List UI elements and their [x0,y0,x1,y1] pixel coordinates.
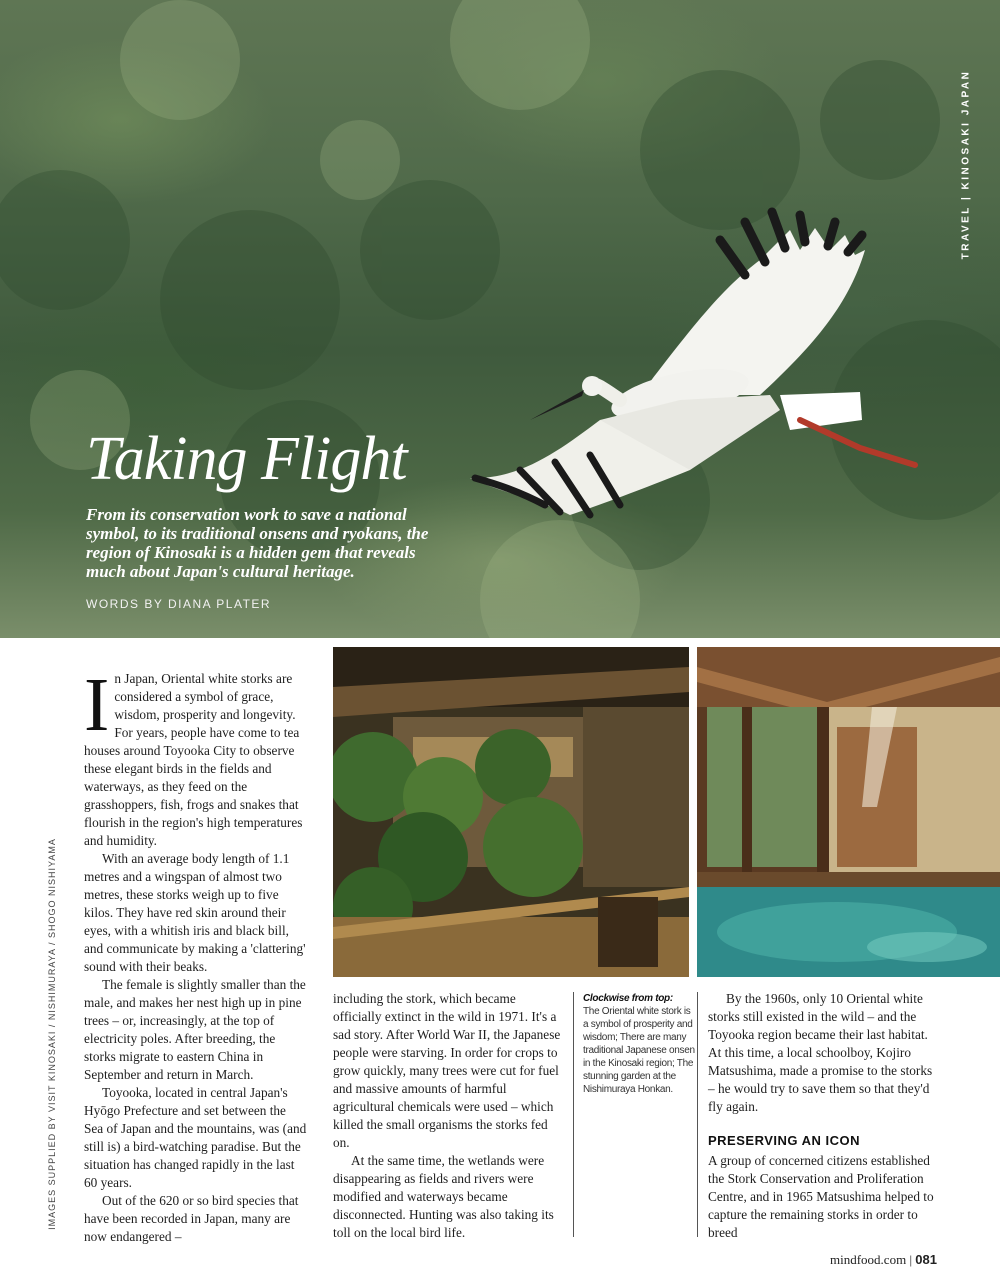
caption-text: The Oriental white stork is a symbol of prosperity and wisdom; There are many traditional Japanese onsen in the Kinosaki region; The stunning garden at the Nishimuraya Honkan. [583,1006,695,1095]
section-subheading: PRESERVING AN ICON [708,1133,861,1148]
caption-rule-right [697,992,698,1237]
body-paragraph: At the same time, the wetlands were disappearing as fields and rivers were modified and waterways became disconnected. Hunting was also taking its toll on the local bird life. [333,1153,554,1240]
body-paragraph: By the 1960s, only 10 Oriental white storks still existed in the wild – and the Toyooka region became their last habitat. At this time, a local schoolboy, Kojiro Matsushima, made a promise to the storks – he would try to save them so that they'd fly again. [708,991,933,1114]
caption-heading: Clockwise from top: [583,993,673,1004]
page-folio: mindfood.com | 081 [830,1252,937,1267]
body-paragraph: The female is slightly smaller than the male, and makes her nest high up in pine trees – or, increasingly, at the top of electricity poles. After breeding, the storks migrate to eastern China in September and return in March. [84,977,306,1082]
body-paragraph: including the stork, which became officially extinct in the wild in 1971. It's a sad story. After World War II, the Japanese people were starving. In order for crops to grow quickly, many trees were cut for fuel and massive amounts of harmful agricultural chemicals were used – which killed the small organisms the storks fed on. [333,991,561,1150]
body-paragraph: A group of concerned citizens established the Stork Conservation and Proliferation Centre, and in 1965 Matsushima helped to capture the remaining storks in order to breed [708,1153,934,1240]
article-title: Taking Flight [86,425,407,493]
photo-caption [583,992,695,1096]
onsen-illustration [697,647,1000,977]
garden-photo [333,647,689,977]
caption-rule-left [573,992,574,1237]
section-label: TRAVEL | KINOSAKI JAPAN [960,69,972,260]
body-column-2 [333,990,561,1242]
page-number: 081 [915,1252,937,1267]
body-paragraph: With an average body length of 1.1 metres and a wingspan of almost two metres, these storks weigh up to five kilos. They have red skin around their eyes, with a whitish iris and black bill, and communicate by making a 'clattering' sound with their beaks. [84,851,306,974]
hero-photo [0,0,1000,638]
byline: WORDS BY DIANA PLATER [86,597,272,611]
body-paragraph: n Japan, Oriental white storks are considered a symbol of grace, wisdom, prosperity and longevity. For years, people have come to tea houses around Toyooka City to observe these elegant birds in the fields and waterways, as they feed on the grasshoppers, fish, frogs and snakes that flourish in the region's high temperatures and humidity. [84,671,303,848]
body-paragraph: Toyooka, located in central Japan's Hyōgo Prefecture and set between the Sea of Japan and the mountains, was (and still is) a bird-watching paradise. But the situation has changed rapidly in the last 60 years. [84,1085,307,1190]
onsen-photo [697,647,1000,977]
drop-cap: I [84,663,110,747]
body-column-4 [708,990,936,1242]
body-paragraph: Out of the 620 or so bird species that have been recorded in Japan, many are now endangered – [84,1193,299,1244]
standfirst: From its conservation work to save a national symbol, to its traditional onsens and ryokans, the region of Kinosaki is a hidden gem that reveals much about Japan's cultural heritage. [86,505,429,581]
folio-site: mindfood.com [830,1252,907,1267]
body-column-1 [84,663,308,1246]
image-credit: IMAGES SUPPLIED BY VISIT KINOSAKI / NISHIMURAYA / SHOGO NISHIYAMA [47,838,57,1230]
garden-illustration [333,647,689,977]
